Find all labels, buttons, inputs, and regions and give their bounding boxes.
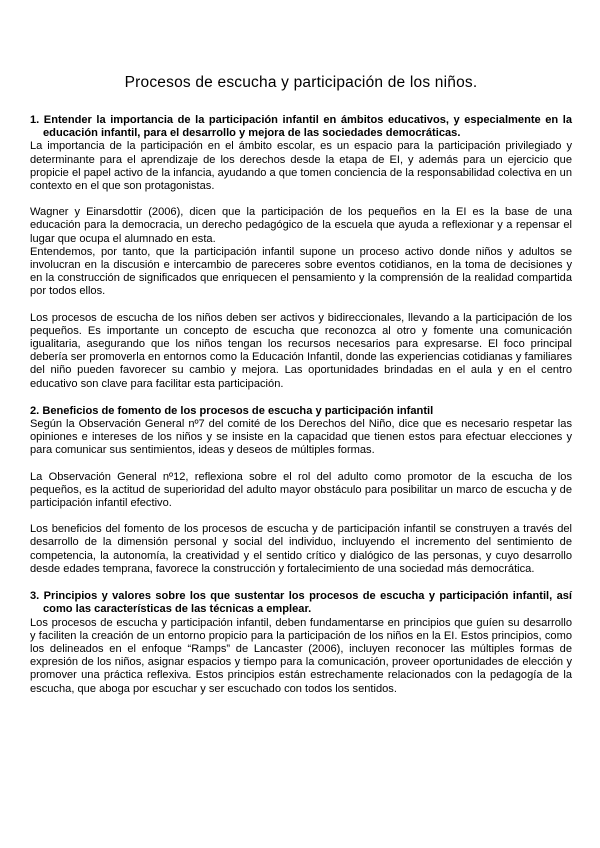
section-1-heading: 1. Entender la importancia de la participación infantil en ámbitos educativos, y especialmente en la educación infantil, para el desarrollo y mejora de las sociedades democráticas. [30, 114, 572, 140]
section-1-paragraph-2: Wagner y Einarsdottir (2006), dicen que la participación de los pequeños en la EI es la base de una educación para la democracia, un derecho pedagógico de la escuela que ayuda a reflexionar y a repensar el lugar que ocupa el alumnado en esta. [30, 206, 572, 245]
section-2 [30, 405, 572, 576]
section-2-paragraph-1: Según la Observación General nº7 del comité de los Derechos del Niño, dice que es necesario respetar las opiniones e intereses de los niños y se insiste en la capacidad que tienen estos para efectuar elecciones y para comunicar sus sentimientos, ideas y deseos de múltiples formas. [30, 418, 572, 457]
section-2-paragraph-2: La Observación General nº12, reflexiona sobre el rol del adulto como promotor de la escucha de los pequeños, es la actitud de superioridad del adulto mayor obstáculo para posibilitar un marco de escucha y de participación infantil efectivo. [30, 470, 572, 510]
section-1-paragraph-4: Los procesos de escucha de los niños deben ser activos y bidireccionales, llevando a la participación de los pequeños. Es importante un concepto de escucha que reconozca al otro y fomente una comunicación igualitaria, asegurando que los niños tengan los recursos necesarios para expresarse. El foco principal debería ser promoverla en entornos como la Educación Infantil, donde las experiencias cotidianas y familiares del niño pueden favorecer su cambio y mejora. Las oportunidades brindadas en el aula y en el centro educativo son clave para facilitar esta participación. [30, 311, 572, 390]
section-2-heading: 2. Beneficios de fomento de los procesos de escucha y participación infantil [30, 404, 434, 417]
section-3-paragraph-1: Los procesos de escucha y participación infantil, deben fundamentarse en principios que guíen su desarrollo y faciliten la creación de un entorno propicio para la participación de los niños en la EI. Estos principios, como los delineados en el enfoque “Ramps” de Lancaster (2006), incluyen reconocer las múltiples formas de expresión de los niños, asignar espacios y tiempo para la comunicación, proveer oportunidades de elección y promover una práctica reflexiva. Estos principios están estrechamente relacionados con la pedagogía de la escucha, que aboga por escuchar y ser escuchado con todos los sentidos. [30, 616, 572, 695]
section-1 [30, 114, 572, 391]
section-3-heading: 3. Principios y valores sobre los que sustentar los procesos de escucha y participación infantil, así como las características de las técnicas a emplear. [30, 590, 572, 616]
section-2-paragraph-3: Los beneficios del fomento de los procesos de escucha y de participación infantil se construyen a través del desarrollo de la dimensión personal y social del individuo, incluyendo el incremento del sentimiento de competencia, la autonomía, la creatividad y el sentido crítico y dialógico de las personas, y cuyo desarrollo desde edades temprana, favorece la construcción y fortalecimiento de una sociedad más democrática. [30, 523, 572, 575]
section-3 [30, 590, 572, 696]
section-1-paragraph-1: La importancia de la participación en el ámbito escolar, es un espacio para la participación privilegiado y determinante para el aprendizaje de los derechos desde la etapa de EI, y además para un ejercicio que propicie el papel activo de la infancia, ayudando a que tomen conciencia de la responsabilidad colectiva en un contexto en el que son protagonistas. [30, 140, 572, 193]
section-1-paragraph-3: Entendemos, por tanto, que la participación infantil supone un proceso activo donde niños y adultos se involucran en la discusión e intercambio de pareceres sobre eventos cotidianos, en la toma de decisiones y en la construcción de significados que enriquecen el pensamiento y la comprensión de la realidad compartida por todos ellos. [30, 245, 572, 298]
page-title: Procesos de escucha y participación de los niños. [124, 74, 478, 91]
